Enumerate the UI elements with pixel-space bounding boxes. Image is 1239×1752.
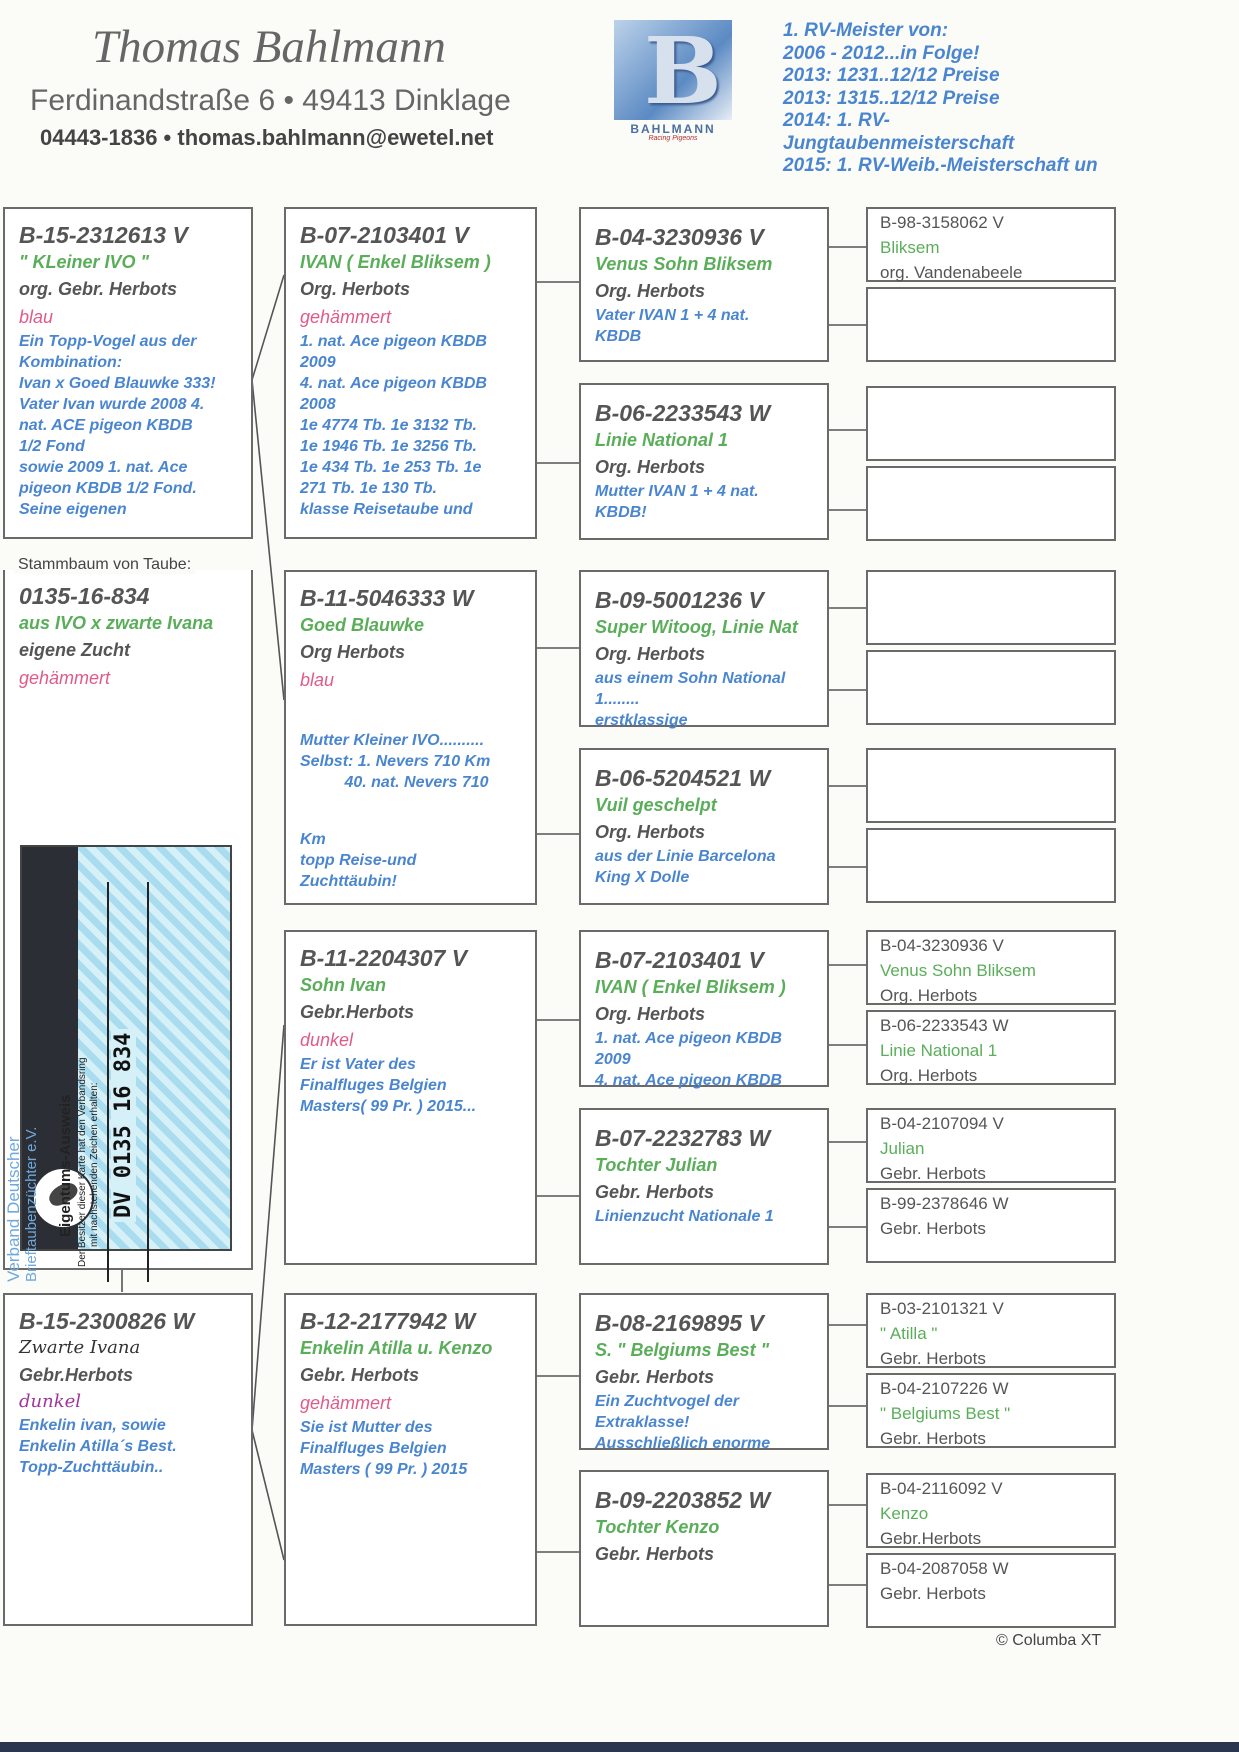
- pigeon-color: gehämmert: [300, 307, 392, 327]
- bottom-edge: [0, 1742, 1239, 1752]
- breeder-contact: 04443-1836 • thomas.bahlmann@ewetel.net: [40, 125, 494, 150]
- subject-ring: 0135-16-834: [19, 583, 150, 609]
- pigeon-name: Enkelin Atilla u. Kenzo: [300, 1338, 493, 1358]
- pigeon-name: Tochter Kenzo: [595, 1517, 720, 1537]
- gen4-box-4: [866, 466, 1116, 541]
- gen4-box-11: B-04-2107094 V Julian Gebr. Herbots: [866, 1108, 1116, 1183]
- gen3-box-4: B-06-5204521 W Vuil geschelpt Org. Herbots aus der Linie Barcelona King X Dolle: [579, 748, 829, 905]
- gen4-box-14: B-04-2107226 W " Belgiums Best " Gebr. Herbots: [866, 1373, 1116, 1448]
- pigeon-color: gehämmert: [300, 1393, 392, 1413]
- footer-copyright: © Columba XT: [996, 1632, 1102, 1649]
- pigeon-owner: Org Herbots: [300, 642, 406, 662]
- subject-owner: eigene Zucht: [19, 640, 131, 660]
- pigeon-color: blau: [300, 670, 335, 690]
- gen4-box-10: B-06-2233543 W Linie National 1 Org. Herbots: [866, 1010, 1116, 1085]
- gen4-box-7: [866, 748, 1116, 823]
- pigeon-name: IVAN ( Enkel Bliksem ): [595, 977, 786, 997]
- gen2-box-1: [284, 207, 537, 539]
- father-box: [3, 207, 253, 539]
- pigeon-owner: Org. Herbots: [595, 281, 706, 301]
- pigeon-name: Venus Sohn Bliksem: [595, 254, 773, 274]
- ring-number: B-06-5204521 W: [595, 765, 771, 791]
- pigeon-name: S. " Belgiums Best ": [595, 1340, 770, 1360]
- pigeon-owner: Gebr. Herbots: [300, 1365, 420, 1385]
- gen4-box-6: [866, 650, 1116, 725]
- card-ring-number: DV 0135 16 834: [111, 1029, 136, 1222]
- gen4-box-13: B-03-2101321 V " Atilla " Gebr. Herbots: [866, 1293, 1116, 1368]
- pigeon-owner: Gebr.Herbots: [19, 1365, 134, 1385]
- ring-number: B-07-2103401 V: [300, 222, 469, 248]
- gen3-box-1: B-04-3230936 V Venus Sohn Bliksem Org. Herbots Vater IVAN 1 + 4 nat. KBDB: [579, 207, 829, 362]
- pigeon-owner: Gebr. Herbots: [595, 1544, 715, 1564]
- ring-number: B-04-3230936 V: [595, 224, 764, 250]
- breeder-name: Thomas Bahlmann: [92, 21, 446, 73]
- mother-box: [3, 1293, 253, 1626]
- ring-number: B-08-2169895 V: [595, 1310, 764, 1336]
- ring-number: B-07-2232783 W: [595, 1125, 771, 1151]
- ring-number: B-12-2177942 W: [300, 1308, 476, 1334]
- bahlmann-logo: B BAHLMANN Racing Pigeons: [610, 20, 736, 144]
- gen4-box-16: B-04-2087058 W Gebr. Herbots: [866, 1553, 1116, 1628]
- pedigree-caption: Stammbaum von Taube:: [14, 556, 195, 574]
- card-title: Eigentums-Ausweis: [57, 1094, 74, 1237]
- pigeon-name: IVAN ( Enkel Bliksem ): [300, 252, 491, 272]
- gen2-box-2: [284, 570, 537, 905]
- subject-color: gehämmert: [19, 668, 111, 688]
- gen3-box-2: B-06-2233543 W Linie National 1 Org. Herbots Mutter IVAN 1 + 4 nat. KBDB!: [579, 383, 829, 540]
- pigeon-color: blau: [19, 307, 54, 327]
- gen4-box-5: [866, 570, 1116, 645]
- pigeon-description: Er ist Vater des Finalfluges Belgien Masters( 99 Pr. ) 2015...: [300, 1056, 477, 1115]
- pigeon-description: Enkelin ivan, sowie Enkelin Atilla´s Best. Topp-Zuchttäubin..: [19, 1417, 177, 1476]
- pigeon-name: " KLeiner IVO ": [19, 252, 150, 272]
- pigeon-owner: Org. Herbots: [595, 457, 706, 477]
- gen3-box-6: B-07-2232783 W Tochter Julian Gebr. Herbots Linienzucht Nationale 1: [579, 1108, 829, 1265]
- pigeon-owner: Gebr. Herbots: [595, 1367, 715, 1387]
- ring-number: B-15-2312613 V: [19, 222, 188, 248]
- gen3-box-5: B-07-2103401 V IVAN ( Enkel Bliksem ) Org. Herbots 1. nat. Ace pigeon KBDB 2009 4. nat. Ace pigeon KBDB: [579, 930, 829, 1087]
- pigeon-name: Sohn Ivan: [300, 975, 387, 995]
- ring-number: B-11-5046333 W: [300, 585, 474, 611]
- pigeon-name: Super Witoog, Linie Nat: [595, 617, 798, 637]
- pigeon-owner: Org. Herbots: [595, 822, 706, 842]
- gen4-box-2: [866, 287, 1116, 362]
- breeder-address: Ferdinandstraße 6 • 49413 Dinklage: [30, 84, 511, 117]
- pigeon-owner: Org. Herbots: [300, 279, 411, 299]
- pigeon-name: Tochter Julian: [595, 1155, 718, 1175]
- pigeon-description: 1. nat. Ace pigeon KBDB 2009 4. nat. Ace pigeon KBDB 2008 1e 4774 Tb. 1e 3132 Tb. 1e 1946 Tb. 1e 3256 Tb. 1e 434 Tb. 1e 253 Tb. 1e 271 Tb. 1e 130 Tb. klasse Reisetaube und: [300, 333, 487, 518]
- ring-number: B-07-2103401 V: [595, 947, 764, 973]
- gen4-box-15: B-04-2116092 V Kenzo Gebr.Herbots: [866, 1473, 1116, 1548]
- gen4-box-12: B-99-2378646 W Gebr. Herbots: [866, 1188, 1116, 1263]
- ring-number: B-09-5001236 V: [595, 587, 764, 613]
- gen4-box-8: [866, 828, 1116, 903]
- pigeon-description: Sie ist Mutter des Finalfluges Belgien Masters ( 99 Pr. ) 2015: [300, 1419, 468, 1478]
- pigeon-owner: Gebr.Herbots: [300, 1002, 415, 1022]
- gen3-box-3: B-09-5001236 V Super Witoog, Linie Nat Org. Herbots aus einem Sohn National 1........ erstklassige: [579, 570, 829, 727]
- pigeon-name: Goed Blauwke: [300, 615, 425, 635]
- pigeon-description: Mutter Kleiner IVO.......... Selbst: 1. Nevers 710 Km 40. nat. Nevers 710 Km topp Reise-und Zuchttäubin!: [300, 732, 491, 890]
- ring-number: B-11-2204307 V: [300, 945, 468, 971]
- pigeon-description: Ein Topp-Vogel aus der Kombination: Ivan x Goed Blauwke 333! Vater Ivan wurde 2008 4. nat. ACE pigeon KBDB 1/2 Fond sowie 2009 1. nat. Ace pigeon KBDB 1/2 Fond. Seine eigenen: [19, 333, 216, 518]
- achievements: 1. RV-Meister von: 2006 - 2012...in Folge! 2013: 1231..12/12 Preise 2013: 1315..12/12 Preise 2014: 1. RV- Jungtaubenmeisterschaft 2015: 1. RV-Weib.-Meisterschaft un: [783, 20, 1098, 176]
- gen2-box-3: [284, 930, 537, 1265]
- gen3-box-7: B-08-2169895 V S. " Belgiums Best " Gebr. Herbots Ein Zuchtvogel der Extraklasse! Ausschließlich enorme: [579, 1293, 829, 1450]
- pigeon-logo-icon: B: [614, 20, 732, 120]
- gen4-box-3: [866, 386, 1116, 461]
- ring-number: B-15-2300826 W: [19, 1308, 195, 1334]
- ring-number: B-09-2203852 W: [595, 1487, 771, 1513]
- gen4-box-9: B-04-3230936 V Venus Sohn Bliksem Org. Herbots: [866, 930, 1116, 1005]
- gen3-box-8: [579, 1470, 829, 1627]
- gen2-box-4: [284, 1293, 537, 1626]
- pigeon-owner: org. Gebr. Herbots: [19, 279, 178, 299]
- pigeon-owner: Org. Herbots: [595, 644, 706, 664]
- pigeon-name: Linie National 1: [595, 430, 729, 450]
- pigeon-color: dunkel: [19, 1391, 82, 1412]
- pigeon-color: dunkel: [300, 1030, 354, 1050]
- pigeon-owner: Org. Herbots: [595, 1004, 706, 1024]
- card-org-name: Verband Deutscher: [4, 1136, 23, 1282]
- pigeon-name-handwritten: Zwarte Ivana: [19, 1337, 141, 1358]
- ownership-card: Verband Deutscher Brieftaubenzüchter e.V. Eigentums-Ausweis Der Besitzer dieser Karte hat den Verbandsring mit nachstehenden Zeichen erhalten: DV 0135 16 834: [20, 845, 232, 1251]
- subject-name: aus IVO x zwarte Ivana: [19, 613, 214, 633]
- pigeon-owner: Gebr. Herbots: [595, 1182, 715, 1202]
- gen4-box-1: B-98-3158062 V Bliksem org. Vandenabeele: [866, 207, 1116, 282]
- pigeon-name: Vuil geschelpt: [595, 795, 717, 815]
- ring-number: B-06-2233543 W: [595, 400, 771, 426]
